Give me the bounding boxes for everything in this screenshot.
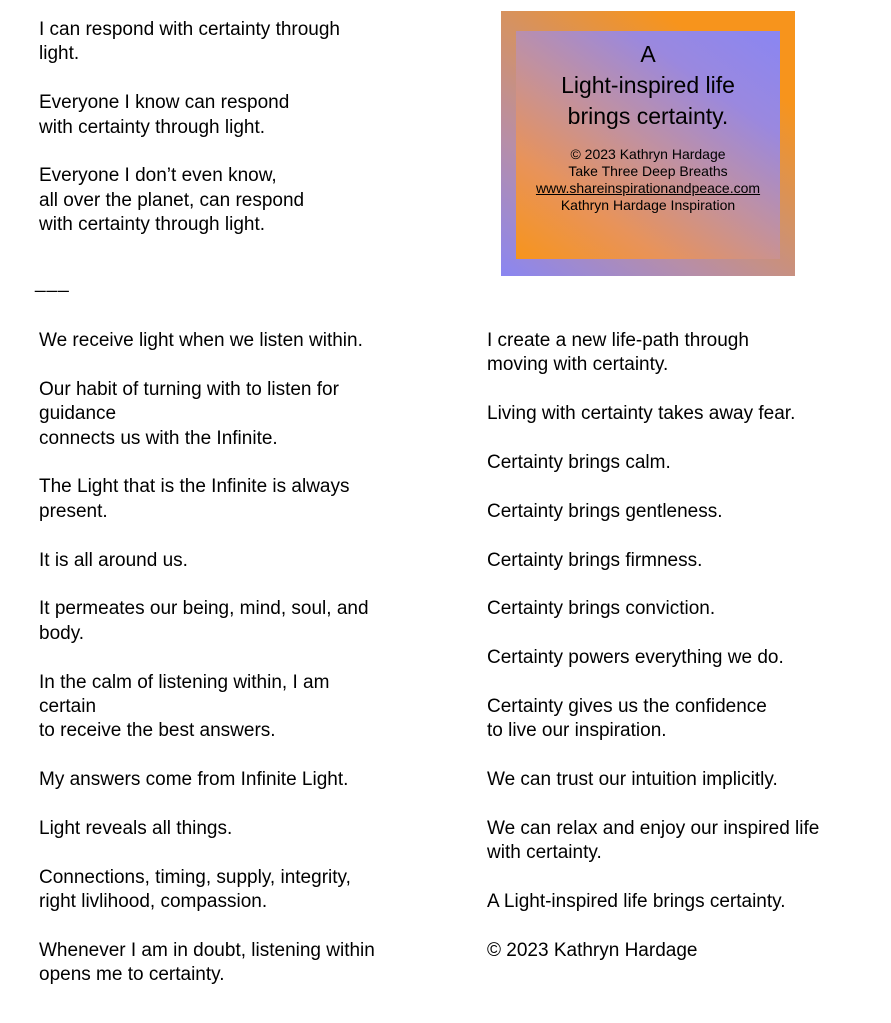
left-paragraph: We receive light when we listen within. [39,330,363,351]
right-paragraph: Certainty brings conviction. [487,598,716,620]
left-paragraph: Our habit of turning with to listen for guidance connects us with the Infinite. [39,378,339,449]
intro-paragraph: I can respond with certainty through light. [39,19,341,65]
right-paragraph: Certainty brings firmness. [487,549,703,571]
quote-card-image [501,11,795,276]
left-paragraph: It permeates our being, mind, soul, and body. [39,598,369,644]
left-paragraph: It is all around us. [39,549,188,571]
right-column [487,329,877,988]
section-separator: ___ [35,272,70,293]
copyright-line: © 2023 Kathryn Hardage [487,939,698,961]
quote-card-title: A Light-inspired life brings certainty. [561,41,735,129]
right-paragraph: I create a new life-path through moving with certainty. [487,330,749,376]
right-paragraph: We can relax and enjoy our inspired life with certainty. [487,817,820,864]
left-paragraph: Light reveals all things. [39,818,233,840]
left-paragraph: The Light that is the Infinite is always present. [39,476,350,522]
intro-paragraph: Everyone I don’t even know, all over the planet, can respond with certainty through light. [39,165,305,236]
quote-card-byline: Kathryn Hardage Inspiration [560,197,736,213]
left-paragraph: Connections, timing, supply, integrity, right livlihood, compassion. [39,866,351,913]
quote-card-subtitle: Take Three Deep Breaths [568,163,728,179]
left-paragraph: In the calm of listening within, I am certain to receive the best answers. [39,671,330,742]
quote-card-credits [516,146,780,214]
right-paragraph: Certainty powers everything we do. [487,647,784,669]
right-paragraph: Living with certainty takes away fear. [487,403,796,425]
intro-paragraph: Everyone I know can respond with certainty through light. [39,92,290,138]
right-paragraph: A Light-inspired life brings certainty. [487,891,786,913]
right-paragraph: Certainty gives us the confidence to live our inspiration. [487,695,767,742]
left-column [39,329,459,1012]
quote-card-website-link[interactable]: www.shareinspirationandpeace.com [535,180,761,196]
quote-card-inner [516,31,780,259]
right-paragraph: Certainty brings gentleness. [487,500,723,522]
right-paragraph: We can trust our intuition implicitly. [487,769,778,791]
intro-paragraphs [39,18,459,262]
quote-card-copyright: © 2023 Kathryn Hardage [570,146,726,162]
left-paragraph: Whenever I am in doubt, listening within opens me to certainty. [39,940,375,986]
left-paragraph: My answers come from Infinite Light. [39,769,349,791]
right-paragraph: Certainty brings calm. [487,452,671,473]
